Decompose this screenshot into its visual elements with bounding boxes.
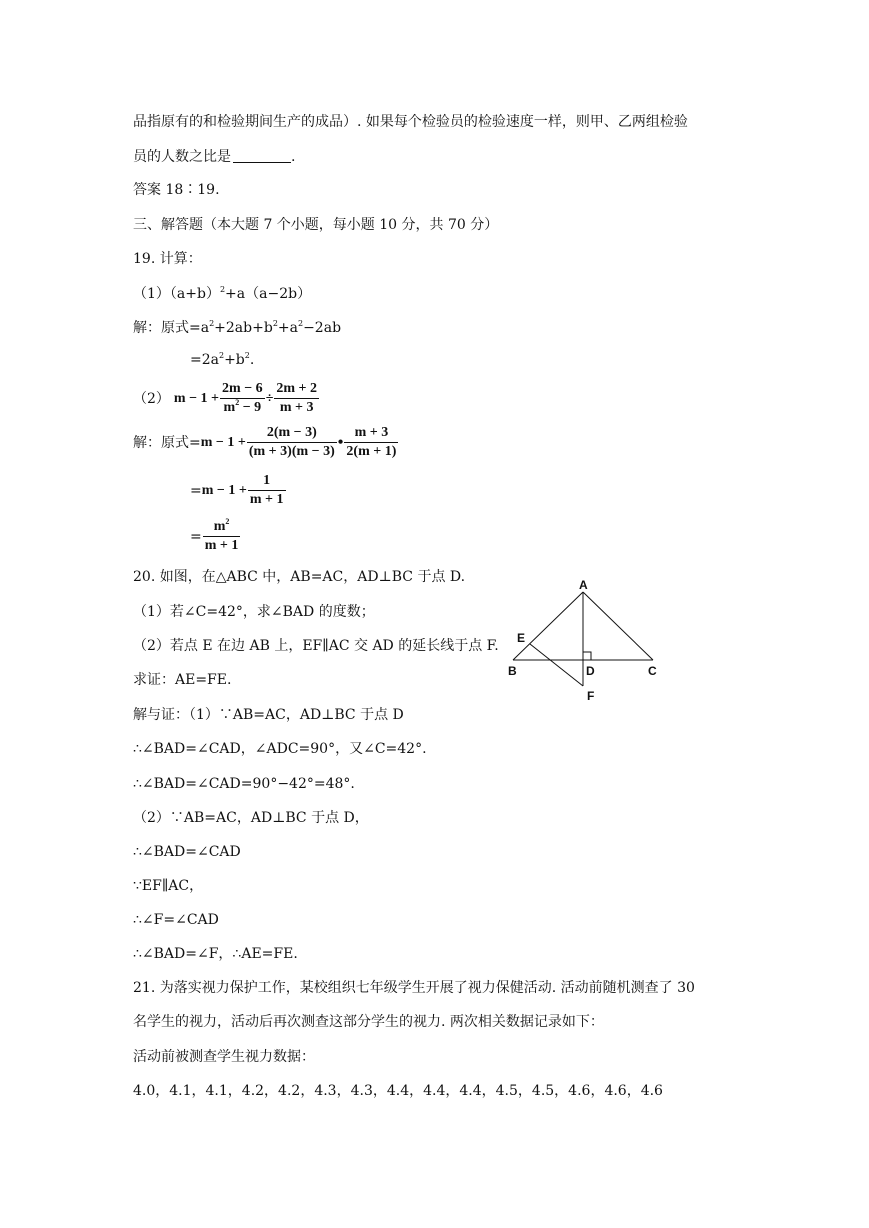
right-angle-mark — [583, 652, 591, 660]
question-19: 19. 计算： — [133, 251, 202, 267]
dot-sign: • — [337, 433, 344, 451]
math-term: m − 1 + — [173, 390, 220, 406]
exponent: 2 — [235, 398, 240, 407]
text-fragment: +a — [277, 320, 298, 336]
text-fragment: =2a — [190, 352, 219, 368]
question-19-part2 — [133, 380, 320, 417]
solution-20-line4: （2）∵AB=AC，AD⊥BC 于点 D， — [133, 810, 369, 826]
question-20: 20. 如图，在△ABC 中，AB=AC，AD⊥BC 于点 D. — [133, 569, 466, 585]
exponent: 2 — [297, 319, 304, 328]
solution-19-1-line2 — [190, 350, 254, 370]
math-term: m − 1 + — [201, 482, 247, 498]
fraction — [274, 380, 319, 417]
denominator: 2(m + 1) — [346, 444, 397, 459]
part-label: （2） — [133, 390, 170, 407]
math-term: m − 1 + — [200, 434, 246, 450]
math-term: m — [223, 400, 236, 415]
label-c: C — [648, 664, 657, 678]
fraction — [247, 424, 337, 461]
segment-ef — [530, 644, 583, 686]
question-19-part1 — [133, 284, 311, 304]
label-b: B — [508, 664, 517, 678]
solution-20-line5: ∴∠BAD=∠CAD — [133, 844, 241, 860]
solution-20-line3: ∴∠BAD=∠CAD=90°−42°=48°. — [133, 776, 355, 792]
text-fragment: . — [249, 352, 255, 368]
divide-sign: ÷ — [265, 390, 274, 406]
vision-data-line: 4.0，4.1，4.1，4.2，4.2，4.3，4.3，4.4，4.4，4.4，4.5，4.5，4.6，4.6，4.6 — [133, 1083, 663, 1099]
text-line: 品指原有的和检验期间生产的成品）. 如果每个检验员的检验速度一样，则甲、乙两组检验 — [133, 114, 688, 130]
equals-sign: = — [190, 482, 202, 499]
fraction — [248, 472, 286, 509]
numerator: 1 — [248, 472, 286, 491]
denominator: m + 3 — [279, 400, 314, 415]
text-fragment: . — [291, 149, 296, 165]
solution-19-1-line1 — [133, 318, 341, 338]
section-heading: 三、解答题（本大题 7 个小题，每小题 10 分，共 70 分） — [133, 217, 499, 233]
exponent: 2 — [209, 319, 215, 328]
numerator: m + 3 — [344, 424, 398, 443]
exponent: 2 — [244, 351, 250, 360]
fraction — [203, 518, 241, 555]
math-term: − 9 — [239, 400, 262, 415]
solution-19-2-line3 — [190, 518, 241, 555]
fraction — [220, 380, 265, 417]
solution-19-2-line2 — [190, 472, 287, 509]
fraction — [344, 424, 398, 461]
text-fragment: +2ab+b — [214, 320, 273, 336]
solution-20-line2: ∴∠BAD=∠CAD，∠ADC=90°，又∠C=42°. — [133, 741, 427, 757]
question-21-line3: 活动前被测查学生视力数据： — [133, 1049, 315, 1065]
denominator: m + 1 — [204, 538, 239, 553]
label-d: D — [586, 664, 595, 678]
solution-19-2-line1 — [133, 424, 399, 461]
denominator: m + 1 — [249, 492, 284, 507]
numerator: 2m + 2 — [274, 380, 319, 399]
numerator: 2(m − 3) — [247, 424, 337, 443]
math-term: m — [213, 519, 226, 534]
answer-blank — [233, 148, 291, 163]
text-fragment: 解：原式= — [133, 434, 201, 451]
exponent: 2 — [272, 319, 278, 328]
solution-20-line8: ∴∠BAD=∠F，∴AE=FE. — [133, 946, 298, 962]
answer-18: 答案 18∶19. — [133, 182, 220, 198]
label-a: A — [579, 578, 588, 592]
text-fragment: （1）（a+b） — [133, 286, 220, 302]
segment-ac — [583, 592, 653, 660]
text-fragment: +a（a−2b） — [225, 286, 312, 302]
numerator — [203, 518, 241, 537]
text-line — [133, 147, 295, 167]
label-e: E — [517, 631, 526, 645]
exponent: 2 — [225, 517, 230, 526]
triangle-figure — [500, 578, 670, 708]
solution-20-line7: ∴∠F=∠CAD — [133, 912, 219, 928]
question-20-part1: （1）若∠C=42°，求∠BAD 的度数； — [133, 604, 375, 620]
exponent: 2 — [219, 285, 226, 294]
text-fragment: 解：原式=a — [133, 320, 210, 336]
equals-sign: = — [190, 528, 202, 545]
numerator: 2m − 6 — [220, 380, 265, 399]
segment-ab — [513, 592, 583, 660]
question-20-part2: （2）若点 E 在边 AB 上，EF∥AC 交 AD 的延长线于点 F. — [133, 638, 499, 654]
label-f: F — [587, 689, 595, 703]
solution-20-line6: ∵EF∥AC， — [133, 878, 204, 894]
question-21-line1: 21. 为落实视力保护工作，某校组织七年级学生开展了视力保健活动. 活动前随机测查了 30 — [133, 980, 695, 996]
exponent: 2 — [218, 351, 225, 360]
question-21-line2: 名学生的视力，活动后再次测查这部分学生的视力. 两次相关数据记录如下： — [133, 1014, 604, 1030]
denominator — [220, 399, 265, 417]
denominator: (m + 3)(m − 3) — [248, 444, 335, 459]
text-fragment: +b — [224, 352, 245, 368]
solution-20-line1: 解与证：（1）∵AB=AC，AD⊥BC 于点 D — [133, 707, 404, 723]
text-fragment: −2ab — [303, 320, 342, 336]
question-20-prove: 求证：AE=FE. — [133, 672, 232, 688]
text-fragment: 员的人数之比是 — [133, 149, 231, 165]
